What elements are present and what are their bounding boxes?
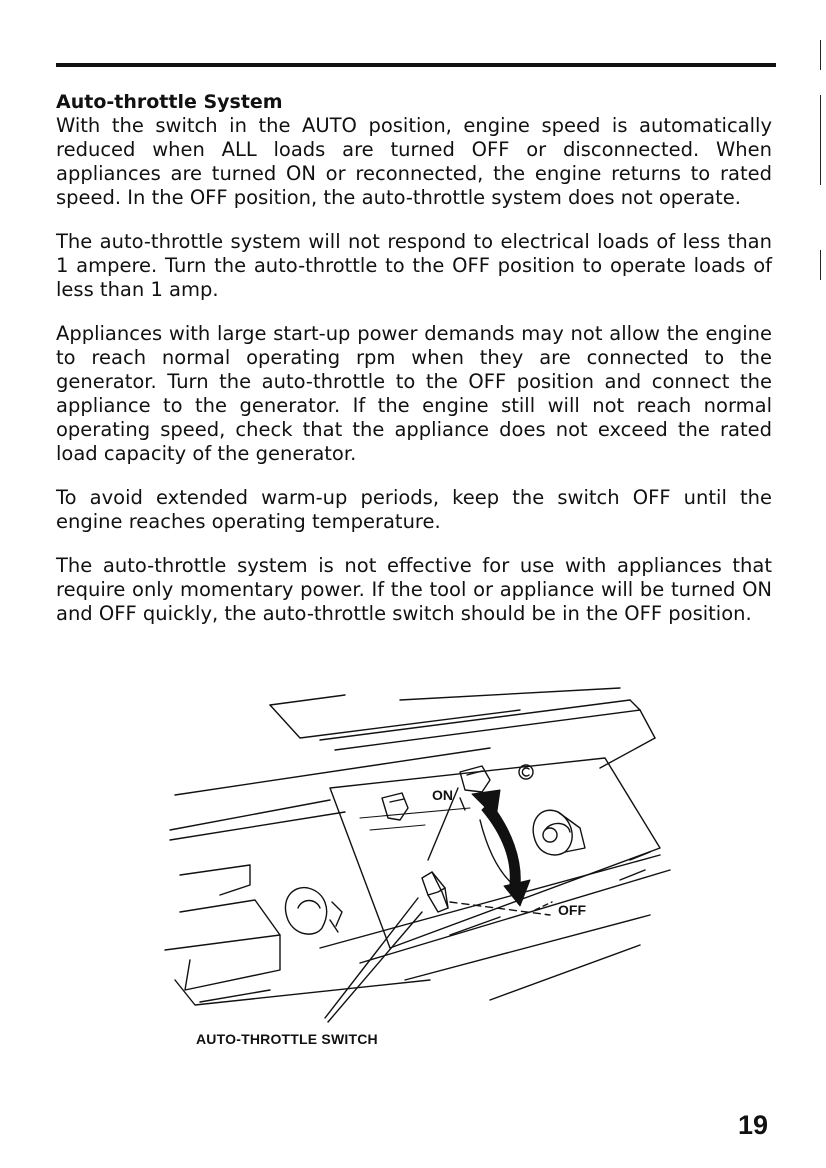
manual-text [56,90,772,646]
edge-mark [820,250,821,280]
edge-mark [820,95,821,185]
paragraph-low-load: The auto-throttle system will not respond to electrical loads of less than 1 ampere. Turn the auto-throttle to the OFF position to operate loads of less than 1 amp. [56,230,772,301]
label-on: ON [432,787,453,803]
figure-caption: AUTO-THROTTLE SWITCH [196,1031,378,1047]
paragraph-warm-up: To avoid extended warm-up periods, keep the switch OFF until the engine reaches operating temperature. [56,486,772,533]
top-rule [56,63,776,67]
auto-throttle-illustration [160,680,680,1060]
paragraph-auto-position: With the switch in the AUTO position, engine speed is automatically reduced when ALL loads are turned OFF or disconnected. When appliances are turned ON or reconnected, the engine returns to rated speed. In the OFF position, the auto-throttle system does not operate. [56,114,772,209]
edge-mark [820,40,821,70]
label-off: OFF [558,902,586,918]
paragraph-startup-demand: Appliances with large start-up power demands may not allow the engine to reach normal operating rpm when they are connected to the generator. Turn the auto-throttle to the OFF position and connect the appliance to the generator. If the engine still will not reach normal operating speed, check that the appliance does not exceed the rated load capacity of the generator. [56,322,772,465]
paragraph-momentary-power: The auto-throttle system is not effective for use with appliances that require only momentary power. If the tool or appliance will be turned ON and OFF quickly, the auto-throttle switch should be in the OFF position. [56,554,772,625]
generator-panel-drawing [160,680,680,1060]
page-number: 19 [738,1110,769,1140]
section-title: Auto-throttle System [56,91,283,113]
